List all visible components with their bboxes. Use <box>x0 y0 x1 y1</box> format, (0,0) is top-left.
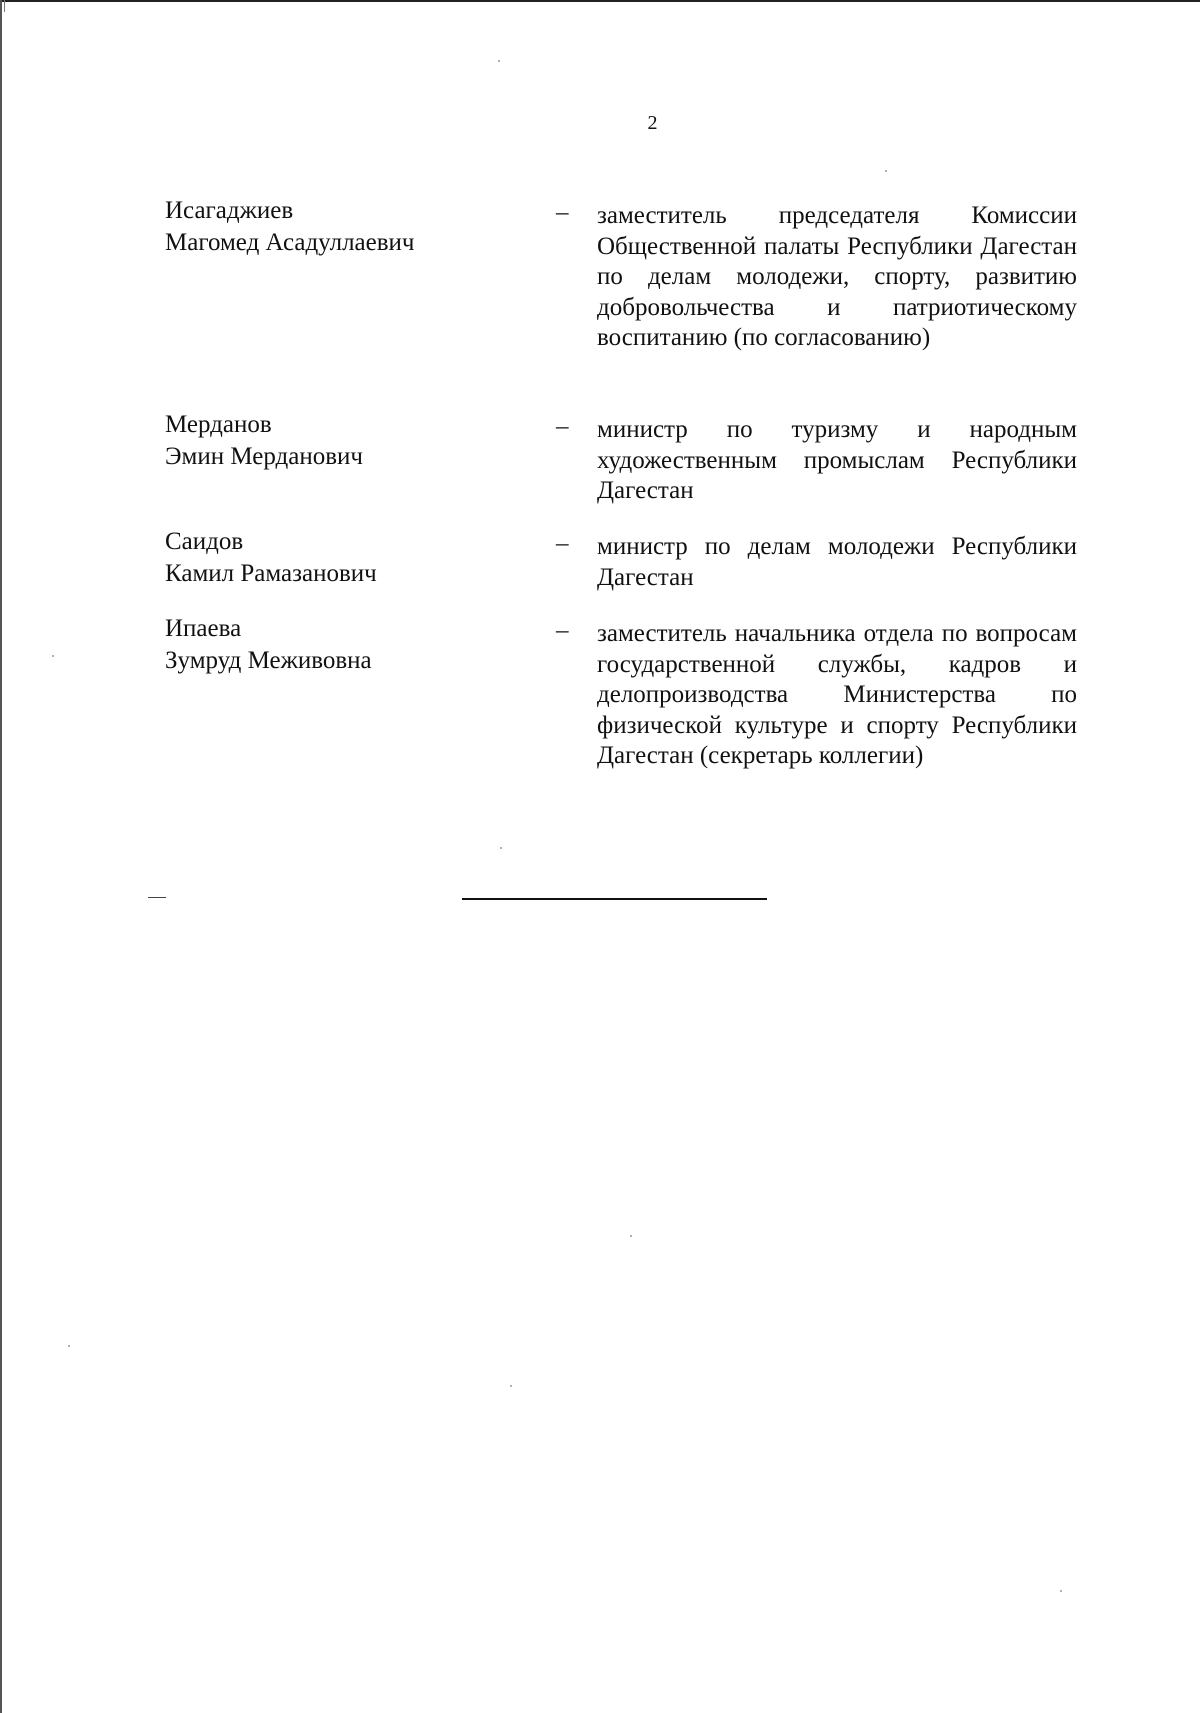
member-position: заместитель начальника отдела по вопросам государственной службы, кадров и делопроизводства Министерства по физической культуре и спорту Республики Дагестан (секретарь коллегии) <box>597 620 1077 769</box>
member-position: министр по туризму и народным художественным промыслам Республики Дагестан <box>597 416 1077 504</box>
separator-dash: – <box>556 413 569 440</box>
page-left-edge <box>0 0 2 1713</box>
scan-speck <box>1060 1590 1062 1592</box>
separator-dash: – <box>556 617 569 644</box>
member-position: министр по делам молодежи Республики Дагестан <box>597 533 1077 591</box>
member-name: Исагаджиев Магомед Асадуллаевич <box>165 197 415 256</box>
page-corner-mark <box>4 0 5 12</box>
scan-speck <box>52 655 54 657</box>
member-name: Мерданов Эмин Мерданович <box>165 411 363 470</box>
page-number: 2 <box>647 112 658 134</box>
margin-mark <box>148 897 166 898</box>
separator-dash: – <box>556 530 569 557</box>
scan-speck <box>630 1235 632 1237</box>
member-position: заместитель председателя Комиссии Общественной палаты Республики Дагестан по делам молодежи, спорту, развитию добровольчества и патриотическому воспитанию (по согласованию) <box>597 202 1077 351</box>
scan-speck <box>510 1385 512 1387</box>
member-name: Саидов Камил Рамазанович <box>165 528 377 587</box>
scan-speck <box>885 170 887 172</box>
separator-dash: – <box>556 199 569 226</box>
member-name: Ипаева Зумруд Меживовна <box>165 615 372 674</box>
end-of-list-rule <box>462 898 767 900</box>
scan-speck <box>500 847 502 849</box>
scan-speck <box>498 60 500 62</box>
page-top-edge <box>0 0 1200 2</box>
scan-speck <box>68 1345 70 1347</box>
